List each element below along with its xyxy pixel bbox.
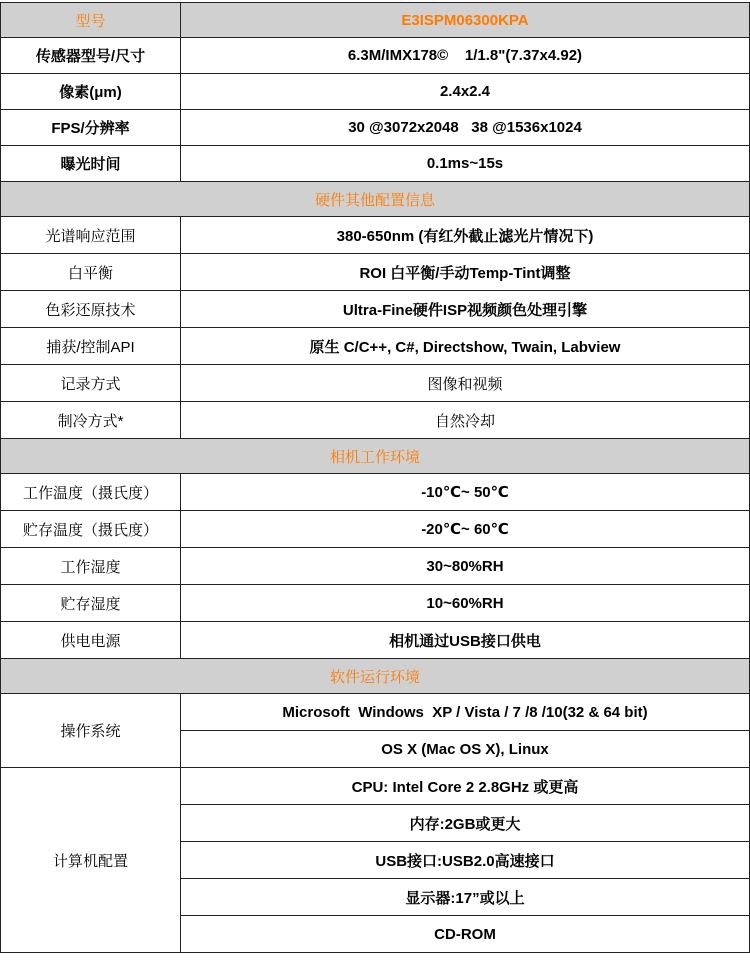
- section-software: [1, 659, 750, 694]
- spec-row-exposure: [1, 146, 750, 182]
- pc-value: 内存:2GB或更大: [181, 805, 750, 842]
- spec-value: Ultra-Fine硬件ISP视频颜色处理引擎: [181, 291, 750, 328]
- spec-value: 30~80%RH: [181, 548, 750, 585]
- spec-value: 6.3M/IMX178© 1/1.8"(7.37x4.92): [181, 38, 750, 74]
- section-title: 软件运行环境: [1, 659, 750, 694]
- spec-row-white-balance: [1, 254, 750, 291]
- spec-row-api: [1, 328, 750, 365]
- spec-label: 记录方式: [1, 365, 181, 402]
- spec-label: 曝光时间: [1, 146, 181, 182]
- os-label: 操作系统: [1, 694, 181, 768]
- pc-value: CD-ROM: [181, 916, 750, 953]
- spec-value: 图像和视频: [181, 365, 750, 402]
- os-value: OS X (Mac OS X), Linux: [181, 731, 750, 768]
- os-value: Microsoft Windows XP / Vista / 7 /8 /10(32 & 64 bit): [181, 694, 750, 731]
- spec-value: 2.4x2.4: [181, 74, 750, 110]
- model-row: [1, 3, 750, 38]
- spec-row-work-temp: [1, 474, 750, 511]
- spec-row-pixel: [1, 74, 750, 110]
- spec-label: 工作湿度: [1, 548, 181, 585]
- spec-value: -20℃~ 60℃: [181, 511, 750, 548]
- spec-label: 供电电源: [1, 622, 181, 659]
- spec-table: [0, 2, 750, 953]
- spec-label: 贮存湿度: [1, 585, 181, 622]
- pc-label: 计算机配置: [1, 768, 181, 953]
- spec-label: 白平衡: [1, 254, 181, 291]
- section-environment: [1, 439, 750, 474]
- spec-label: 色彩还原技术: [1, 291, 181, 328]
- spec-row-cooling: [1, 402, 750, 439]
- spec-value: 10~60%RH: [181, 585, 750, 622]
- spec-row-fps: [1, 110, 750, 146]
- spec-label: 制冷方式*: [1, 402, 181, 439]
- spec-label: 像素(μm): [1, 74, 181, 110]
- spec-row-color: [1, 291, 750, 328]
- spec-value: 自然冷却: [181, 402, 750, 439]
- spec-value: 380-650nm (有红外截止滤光片情况下): [181, 217, 750, 254]
- spec-row-sensor: [1, 38, 750, 74]
- spec-label: 工作温度（摄氏度）: [1, 474, 181, 511]
- spec-value: 0.1ms~15s: [181, 146, 750, 182]
- spec-row-os-1: [1, 694, 750, 731]
- spec-row-storage-humidity: [1, 585, 750, 622]
- spec-label: 贮存温度（摄氏度）: [1, 511, 181, 548]
- model-label: 型号: [1, 3, 181, 38]
- spec-label: FPS/分辨率: [1, 110, 181, 146]
- spec-row-storage-temp: [1, 511, 750, 548]
- spec-value: -10℃~ 50℃: [181, 474, 750, 511]
- pc-value: CPU: Intel Core 2 2.8GHz 或更高: [181, 768, 750, 805]
- spec-value: ROI 白平衡/手动Temp-Tint调整: [181, 254, 750, 291]
- section-hardware: [1, 182, 750, 217]
- section-title: 相机工作环境: [1, 439, 750, 474]
- pc-value: USB接口:USB2.0高速接口: [181, 842, 750, 879]
- spec-row-record: [1, 365, 750, 402]
- spec-row-pc-1: [1, 768, 750, 805]
- spec-value: 相机通过USB接口供电: [181, 622, 750, 659]
- spec-row-work-humidity: [1, 548, 750, 585]
- spec-value: 原生 C/C++, C#, Directshow, Twain, Labview: [181, 328, 750, 365]
- spec-value: 30 @3072x2048 38 @1536x1024: [181, 110, 750, 146]
- spec-row-spectrum: [1, 217, 750, 254]
- pc-value: 显示器:17”或以上: [181, 879, 750, 916]
- section-title: 硬件其他配置信息: [1, 182, 750, 217]
- spec-label: 传感器型号/尺寸: [1, 38, 181, 74]
- model-value: E3ISPM06300KPA: [181, 3, 750, 38]
- spec-label: 捕获/控制API: [1, 328, 181, 365]
- spec-row-power: [1, 622, 750, 659]
- spec-label: 光谱响应范围: [1, 217, 181, 254]
